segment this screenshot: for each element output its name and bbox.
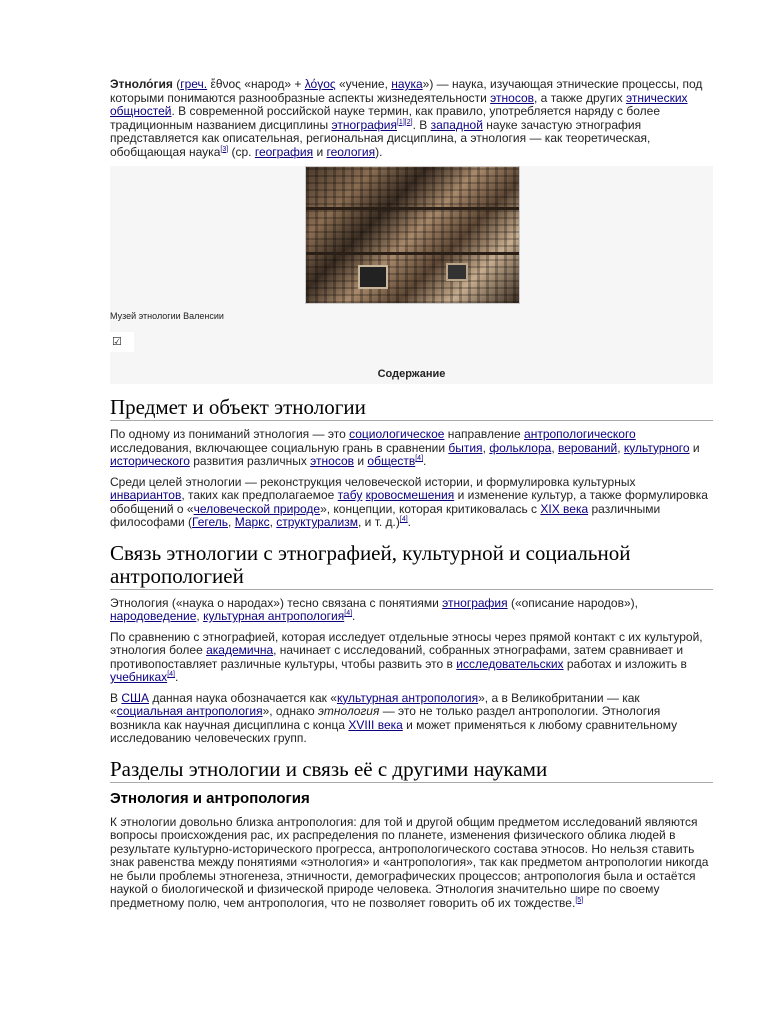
article-content	[110, 78, 713, 917]
cultural-anthropology-link[interactable]: культурная антропология	[203, 609, 345, 623]
research-link[interactable]: исследовательских	[456, 656, 564, 671]
article-term: Этноло́гия	[110, 77, 173, 91]
ethnography-link[interactable]: этнография	[442, 595, 508, 610]
being-link[interactable]: бытия	[448, 440, 483, 455]
subsection-heading-anthropology: Этнология и антропология	[110, 789, 310, 807]
ref-4b[interactable]: [4]	[399, 516, 408, 523]
image-tv-set	[358, 265, 388, 289]
cultural-anthropology-link-2[interactable]: культурная антропология	[336, 690, 479, 705]
taboo-link[interactable]: табу	[337, 488, 363, 502]
academic-link[interactable]: академична	[206, 643, 274, 657]
section2-paragraph1: Этнология («наука о народах») тесно связана с понятиями этнография («описание народов»), народоведение, культурная антропология[4].	[110, 595, 638, 623]
ethnic-communities-link[interactable]: этнических общностей	[110, 90, 688, 118]
section2-paragraph3: В США данная наука обозначается как «культурная антропология», а в Великобритании — как «социальная антропология», однако этнология — это не только раздел антропологии. Этнология возникла как научная дисциплина с конца XVIII века и может применяться к любому сравнительному исследованию человеческих групп.	[110, 690, 678, 745]
western-link[interactable]: западной	[430, 117, 483, 132]
section1-paragraph1: По одному из пониманий этнология — это социологическое направление антропологического исследования, включающее социальную грань в сравнении бытия, фольклора, верований, культурного и исторического развития различных этносов и обществ[4].	[110, 427, 700, 468]
incest-link[interactable]: кровосмешения	[365, 488, 455, 502]
etnografia-link[interactable]: этнография	[331, 117, 397, 132]
folk-studies-link[interactable]: народоведение	[110, 609, 197, 623]
section-heading-subject: Предмет и объект этнологии	[110, 396, 713, 421]
beliefs-link[interactable]: верований	[558, 440, 618, 455]
textbooks-link[interactable]: учебниках	[110, 670, 168, 684]
section-heading-branches: Разделы этнологии и связь её с другими науками	[110, 758, 713, 783]
figure-caption: Музей этнологии Валенсии	[110, 311, 224, 321]
section1-paragraph2: Среди целей этнологии — реконструкция человеческой истории, и формулировка культурных инвариантов, таких как предполагаемое табу кровосмешения и изменение культур, а также формулировка обобщений о «человеческой природе», концепции, которая критиковалась с XIX века различными философами (Гегель, Маркс, структурализм, и т. д.)[4].	[110, 474, 708, 529]
ref-1-2[interactable]: [1][2]	[396, 118, 413, 126]
historical-link[interactable]: исторического	[110, 454, 190, 468]
ref-5[interactable]: [5]	[575, 896, 584, 904]
ref-4c[interactable]: [4]	[344, 610, 353, 617]
toc-title: Содержание	[377, 368, 446, 380]
greek-link[interactable]: греч.	[180, 77, 208, 91]
18th-century-link[interactable]: XVIII века	[348, 717, 403, 732]
social-anthropology-link[interactable]: социальная антропология	[116, 704, 263, 718]
usa-link[interactable]: США	[121, 690, 150, 705]
ref-3[interactable]: [3]	[220, 145, 229, 153]
etnosov-link[interactable]: этносов	[490, 90, 535, 105]
societies-link[interactable]: обществ	[367, 454, 416, 468]
ref-4d[interactable]: [4]	[167, 671, 175, 678]
greek-logos-link[interactable]: λόγος	[304, 77, 336, 91]
toc-toggle-checkbox[interactable]: ☑	[110, 332, 134, 352]
section-heading-relations: Связь этнологии с этнографией, культурной и социальной антропологией	[110, 542, 713, 590]
folklore-link[interactable]: фольклора	[489, 440, 552, 455]
figure-box	[110, 166, 713, 384]
hegel-link[interactable]: Гегель	[192, 515, 229, 529]
section3-paragraph1: К этнологии довольно близка антропология: для той и другой общим предметом исследований являются вопросы происхождения рас, их распределения по планете, изменения физического облика людей в результате культурно-исторического прогресса, антропологического состава этносов. Но нельзя ставить знак равенства между понятиями «этнология» и «антропология», так как предметом антропологии никогда не были проблемы этногенеза, этничности, демографических процессов; антропология была и остаётся наукой о биологической и физической природе человека. Этнология значительно шире по своему предметному полю, чем антропология, что не позволяет говорить об их тождестве.[5]	[110, 814, 709, 910]
image-shelf-top	[306, 207, 519, 210]
geology-link[interactable]: геология	[326, 144, 376, 159]
anthropological-link[interactable]: антропологического	[524, 427, 636, 441]
intro-paragraph: Этноло́гия (греч. ἔθνος «народ» + λόγος «учение, наука») — наука, изучающая этнические процессы, под которыми понимаются разнообразные аспекты жизнедеятельности этносов, а также других этнических общностей. В современной российской науке термин, как правило, употребляется наряду с более традиционным названием дисциплины этнография[1][2]. В западной науке зачастую этнография представляется как описательная, региональная дисциплина, а этнология — как теоретическая, обобщающая наука[3] (ср. география и геология).	[110, 77, 703, 159]
image-radio-set	[446, 263, 468, 281]
structuralism-link[interactable]: структурализм	[276, 515, 358, 529]
cultural-link[interactable]: культурного	[623, 440, 690, 455]
museum-image[interactable]	[305, 166, 520, 304]
sociological-link[interactable]: социологическое	[349, 427, 445, 441]
human-nature-link[interactable]: человеческой природе	[193, 501, 321, 516]
marx-link[interactable]: Маркс	[234, 515, 270, 529]
ref-4[interactable]: [4]	[415, 455, 424, 462]
image-shelf-bottom	[306, 252, 519, 255]
geography-link[interactable]: география	[254, 144, 314, 159]
ethnoses-link[interactable]: этносов	[310, 454, 355, 468]
section2-paragraph2: По сравнению с этнографией, которая исследует отдельные этносы через прямой контакт с их культурой, этнология более академична, начинает с исследований, собранных этнографами, затем сравнивает и противопоставляет различные культуры, чтобы развить это в исследовательских работах и изложить в учебниках[4].	[110, 629, 703, 684]
nauka-link[interactable]: наука	[391, 77, 423, 91]
invariants-link[interactable]: инвариантов	[110, 488, 182, 502]
19th-century-link[interactable]: XIX века	[540, 501, 589, 516]
ethnology-emphasis: этнология	[318, 704, 380, 718]
